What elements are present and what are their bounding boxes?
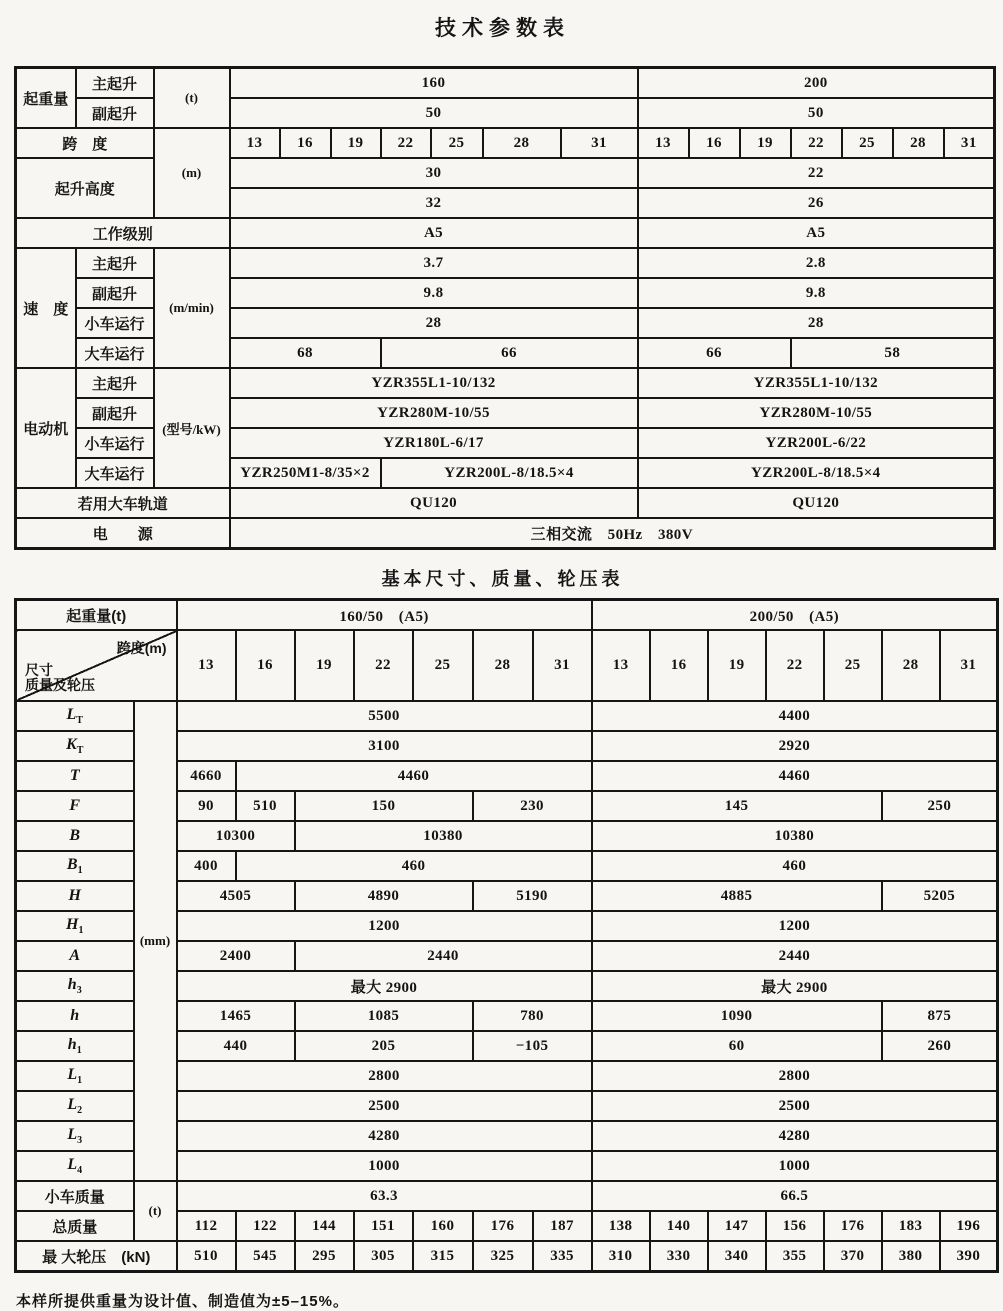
value-cell: 50 [638, 98, 995, 128]
value-cell: 310 [592, 1241, 650, 1272]
value-cell: 22 [766, 630, 824, 701]
value-cell: 最大 2900 [592, 971, 998, 1001]
value-cell: 510 [177, 1241, 236, 1272]
value-cell: 25 [413, 630, 473, 701]
value-cell: 335 [533, 1241, 592, 1272]
row-label-cell: 起升高度 [16, 158, 154, 218]
unit-cell: (m/min) [154, 248, 230, 368]
value-cell: 三相交流 50Hz 380V [230, 518, 995, 549]
diagonal-header-cell [16, 630, 177, 701]
value-cell: 176 [473, 1211, 533, 1241]
row-label-cell: 副起升 [76, 398, 154, 428]
value-cell: 90 [177, 791, 236, 821]
value-cell: YZR200L-8/18.5×4 [638, 458, 995, 488]
value-cell: 22 [791, 128, 842, 158]
row-label-cell: 小车质量 [16, 1181, 134, 1211]
value-cell: 28 [893, 128, 944, 158]
value-cell: 340 [708, 1241, 766, 1272]
value-cell: 2440 [295, 941, 592, 971]
value-cell: 63.3 [177, 1181, 592, 1211]
value-cell: 196 [940, 1211, 998, 1241]
value-cell: 13 [230, 128, 280, 158]
value-cell: 875 [882, 1001, 998, 1031]
table-row [16, 1241, 998, 1272]
value-cell: 112 [177, 1211, 236, 1241]
dimension-symbol-cell: $L_4$ [16, 1151, 134, 1181]
value-cell: 144 [295, 1211, 354, 1241]
value-cell: 28 [230, 308, 638, 338]
value-cell: YZR355L1-10/132 [638, 368, 995, 398]
value-cell: 28 [483, 128, 561, 158]
value-cell: 390 [940, 1241, 998, 1272]
value-cell: 10300 [177, 821, 295, 851]
row-label-cell: 大车运行 [76, 338, 154, 368]
value-cell: 2.8 [638, 248, 995, 278]
value-cell: 60 [592, 1031, 882, 1061]
value-cell: 4885 [592, 881, 882, 911]
unit-cell: (t) [154, 68, 230, 129]
value-cell: 22 [354, 630, 413, 701]
value-cell: 545 [236, 1241, 295, 1272]
table-row [16, 68, 995, 99]
value-cell: 16 [236, 630, 295, 701]
value-cell: 58 [791, 338, 995, 368]
value-cell: 160 [230, 68, 638, 99]
value-cell: 4460 [592, 761, 998, 791]
row-label-cell: 主起升 [76, 368, 154, 398]
value-cell: 510 [236, 791, 295, 821]
value-cell: 145 [592, 791, 882, 821]
value-cell: 260 [882, 1031, 998, 1061]
value-cell: 370 [824, 1241, 882, 1272]
value-cell: 1000 [177, 1151, 592, 1181]
table-row [16, 218, 995, 248]
dimension-symbol-cell: T [16, 761, 134, 791]
value-cell: 16 [650, 630, 708, 701]
value-cell: 16 [689, 128, 740, 158]
value-cell: 315 [413, 1241, 473, 1272]
value-cell: 66 [638, 338, 791, 368]
value-cell: 25 [824, 630, 882, 701]
table-row [16, 368, 995, 398]
dimension-symbol-cell: $K_T$ [16, 731, 134, 761]
value-cell: 183 [882, 1211, 940, 1241]
value-cell: A5 [230, 218, 638, 248]
value-cell: YZR280M-10/55 [230, 398, 638, 428]
dimension-symbol-cell: F [16, 791, 134, 821]
value-cell: 22 [381, 128, 431, 158]
table2-title: 基本尺寸、质量、轮压表 [381, 569, 624, 589]
row-label-cell: 大车运行 [76, 458, 154, 488]
value-cell: 66 [381, 338, 638, 368]
row-label-cell: 主起升 [76, 68, 154, 99]
table-row [16, 1181, 998, 1211]
value-cell: 31 [940, 630, 998, 701]
dimensions-mass-wheelload-table [14, 598, 999, 1273]
dimension-symbol-cell: $L_2$ [16, 1091, 134, 1121]
row-label-cell: 若用大车轨道 [16, 488, 230, 518]
value-cell: 4505 [177, 881, 295, 911]
unit-cell: (mm) [134, 701, 177, 1181]
dimension-symbol-cell: A [16, 941, 134, 971]
table-row [16, 248, 995, 278]
value-cell: 330 [650, 1241, 708, 1272]
unit-cell: (m) [154, 128, 230, 218]
value-cell: 400 [177, 851, 236, 881]
table-row [16, 630, 998, 701]
row-label-cell: 最 大轮压 (kN) [16, 1241, 177, 1272]
value-cell: −105 [473, 1031, 592, 1061]
row-label-cell: 主起升 [76, 248, 154, 278]
value-cell: 4400 [592, 701, 998, 731]
value-cell: 66.5 [592, 1181, 998, 1211]
value-cell: 31 [533, 630, 592, 701]
value-cell: YZR280M-10/55 [638, 398, 995, 428]
value-cell: 25 [431, 128, 483, 158]
value-cell: 325 [473, 1241, 533, 1272]
table-row [16, 600, 998, 631]
value-cell: YZR180L-6/17 [230, 428, 638, 458]
value-cell: 138 [592, 1211, 650, 1241]
technical-parameters-table [14, 66, 996, 550]
dimension-symbol-cell: B [16, 821, 134, 851]
value-cell: 176 [824, 1211, 882, 1241]
table-row [16, 128, 995, 158]
value-cell: 2800 [177, 1061, 592, 1091]
table-row [16, 488, 995, 518]
value-cell: 1090 [592, 1001, 882, 1031]
value-cell: 230 [473, 791, 592, 821]
diagonal-header-label: 跨度(m) [116, 640, 167, 656]
dimension-symbol-cell: $L_1$ [16, 1061, 134, 1091]
value-cell: YZR200L-8/18.5×4 [381, 458, 638, 488]
value-cell: 68 [230, 338, 381, 368]
value-cell: 22 [638, 158, 995, 188]
value-cell: 4460 [236, 761, 592, 791]
row-label-cell: 电 源 [16, 518, 230, 549]
row-label-cell: 副起升 [76, 98, 154, 128]
value-cell: 13 [177, 630, 236, 701]
row-label-cell: 起重量 [16, 68, 76, 129]
value-cell: 19 [331, 128, 381, 158]
value-cell: 205 [295, 1031, 473, 1061]
value-cell: QU120 [638, 488, 995, 518]
value-cell: 2440 [592, 941, 998, 971]
dimension-symbol-cell: $h_3$ [16, 971, 134, 1001]
value-cell: 4280 [177, 1121, 592, 1151]
value-cell: 最大 2900 [177, 971, 592, 1001]
value-cell: 187 [533, 1211, 592, 1241]
value-cell: 2920 [592, 731, 998, 761]
value-cell: 13 [592, 630, 650, 701]
value-cell: 19 [708, 630, 766, 701]
value-cell: YZR250M1-8/35×2 [230, 458, 381, 488]
value-cell: QU120 [230, 488, 638, 518]
value-cell: 460 [236, 851, 592, 881]
value-cell: 295 [295, 1241, 354, 1272]
row-label-cell: 总质量 [16, 1211, 134, 1241]
dimension-symbol-cell: $B_1$ [16, 851, 134, 881]
value-cell: 160/50 (A5) [177, 600, 592, 631]
value-cell: 4890 [295, 881, 473, 911]
value-cell: 10380 [592, 821, 998, 851]
footnote: 本样所提供重量为设计值、制造值为±5–15%。 [16, 1293, 349, 1310]
row-label-cell: 跨 度 [16, 128, 154, 158]
value-cell: 380 [882, 1241, 940, 1272]
value-cell: 460 [592, 851, 998, 881]
dimension-symbol-cell: h [16, 1001, 134, 1031]
unit-cell: (t) [134, 1181, 177, 1241]
diagonal-header-label: 尺寸 [25, 662, 53, 678]
value-cell: 147 [708, 1211, 766, 1241]
value-cell: 355 [766, 1241, 824, 1272]
value-cell: 122 [236, 1211, 295, 1241]
value-cell: 1465 [177, 1001, 295, 1031]
value-cell: 28 [473, 630, 533, 701]
value-cell: 2500 [592, 1091, 998, 1121]
value-cell: 28 [882, 630, 940, 701]
value-cell: 3100 [177, 731, 592, 761]
value-cell: 156 [766, 1211, 824, 1241]
value-cell: 19 [740, 128, 791, 158]
table-row [16, 518, 995, 549]
value-cell: 30 [230, 158, 638, 188]
value-cell: 3.7 [230, 248, 638, 278]
value-cell: 150 [295, 791, 473, 821]
row-label-cell: 副起升 [76, 278, 154, 308]
value-cell: 1200 [592, 911, 998, 941]
value-cell: 32 [230, 188, 638, 218]
value-cell: 5190 [473, 881, 592, 911]
value-cell: A5 [638, 218, 995, 248]
value-cell: YZR200L-6/22 [638, 428, 995, 458]
row-label-cell: 速 度 [16, 248, 76, 368]
value-cell: 2400 [177, 941, 295, 971]
row-label-cell: 小车运行 [76, 428, 154, 458]
dimension-symbol-cell: H [16, 881, 134, 911]
unit-cell: (型号/kW) [154, 368, 230, 488]
value-cell: 151 [354, 1211, 413, 1241]
value-cell: 250 [882, 791, 998, 821]
value-cell: 200 [638, 68, 995, 99]
value-cell: 25 [842, 128, 893, 158]
value-cell: 4660 [177, 761, 236, 791]
value-cell: 28 [638, 308, 995, 338]
row-label-cell: 电动机 [16, 368, 76, 488]
value-cell: 780 [473, 1001, 592, 1031]
value-cell: 1000 [592, 1151, 998, 1181]
value-cell: 2500 [177, 1091, 592, 1121]
row-label-cell: 小车运行 [76, 308, 154, 338]
value-cell: 26 [638, 188, 995, 218]
value-cell: 160 [413, 1211, 473, 1241]
value-cell: 5205 [882, 881, 998, 911]
value-cell: 305 [354, 1241, 413, 1272]
row-label-cell: 工作级别 [16, 218, 230, 248]
value-cell: 5500 [177, 701, 592, 731]
value-cell: 200/50 (A5) [592, 600, 998, 631]
value-cell: 9.8 [638, 278, 995, 308]
value-cell: 1085 [295, 1001, 473, 1031]
value-cell: 4280 [592, 1121, 998, 1151]
value-cell: 10380 [295, 821, 592, 851]
value-cell: 9.8 [230, 278, 638, 308]
table-row [16, 701, 998, 731]
value-cell: 16 [280, 128, 331, 158]
value-cell: 140 [650, 1211, 708, 1241]
dimension-symbol-cell: $H_1$ [16, 911, 134, 941]
dimension-symbol-cell: $h_1$ [16, 1031, 134, 1061]
diagonal-header-label: 质量及轮压 [25, 677, 95, 693]
value-cell: 13 [638, 128, 689, 158]
value-cell: 440 [177, 1031, 295, 1061]
value-cell: 1200 [177, 911, 592, 941]
page-title: 技术参数表 [435, 17, 570, 40]
value-cell: YZR355L1-10/132 [230, 368, 638, 398]
value-cell: 31 [944, 128, 995, 158]
value-cell: 50 [230, 98, 638, 128]
dimension-symbol-cell: $L_3$ [16, 1121, 134, 1151]
value-cell: 2800 [592, 1061, 998, 1091]
row-label-cell: 起重量(t) [16, 600, 177, 631]
value-cell: 31 [561, 128, 638, 158]
value-cell: 19 [295, 630, 354, 701]
dimension-symbol-cell: $L_T$ [16, 701, 134, 731]
